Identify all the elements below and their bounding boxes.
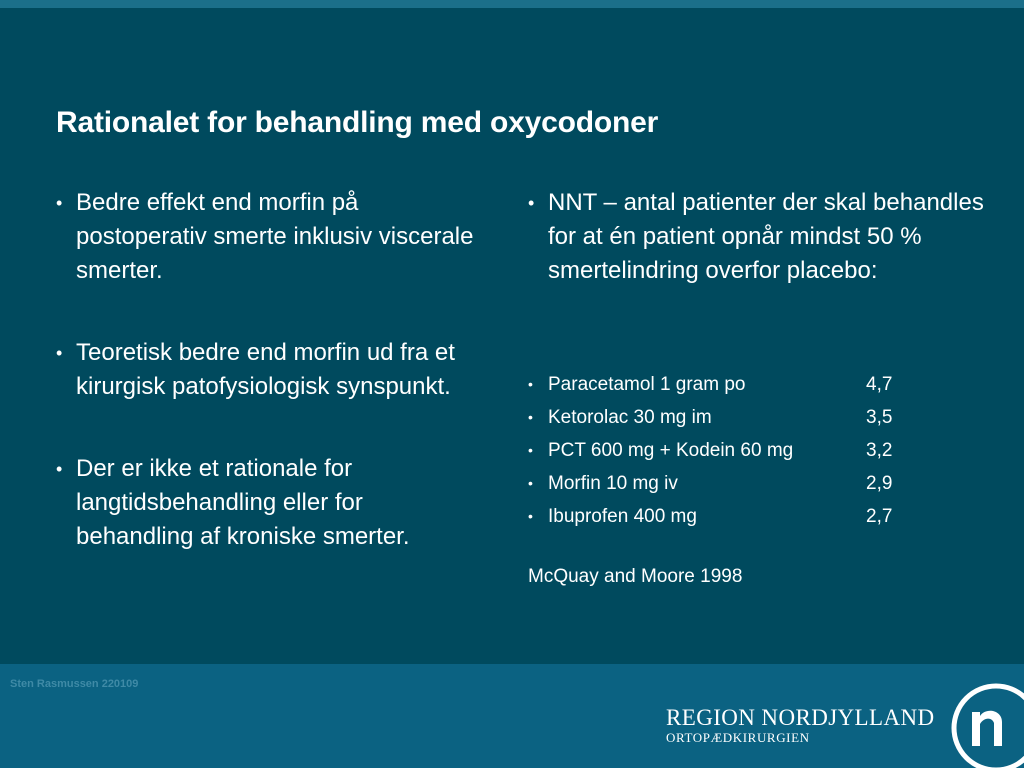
slide-title: Rationalet for behandling med oxycodoner (56, 106, 659, 139)
drug-name: Paracetamol 1 gram po (548, 374, 746, 395)
bullet-icon: • (528, 508, 533, 524)
top-strip (0, 0, 1024, 8)
drug-name: Ibuprofen 400 mg (548, 506, 697, 527)
drug-row (528, 434, 948, 467)
bullet-icon: • (528, 475, 533, 491)
bullet-icon: • (56, 193, 63, 213)
drug-row (528, 500, 948, 533)
drug-row (528, 368, 948, 401)
left-bullet-text: Bedre effekt end morfin på postoperativ smerte inklusiv viscerale smerter. (76, 189, 474, 284)
bullet-icon: • (528, 409, 533, 425)
bullet-icon: • (56, 459, 63, 479)
nnt-drug-list (528, 368, 948, 533)
left-bullet-item (56, 452, 486, 554)
left-bullet-list (56, 186, 486, 554)
reference-citation: McQuay and Moore 1998 (528, 566, 743, 587)
drug-nnt-value: 3,2 (866, 440, 893, 461)
right-column (528, 186, 998, 288)
brand-name: REGION NORDJYLLAND (666, 705, 935, 730)
drug-nnt-value: 4,7 (866, 374, 893, 395)
region-nordjylland-logo-icon (946, 682, 1024, 768)
left-bullet-text: Teoretisk bedre end morfin ud fra et kirurgisk patofysiologisk synspunkt. (76, 339, 455, 400)
left-bullet-item (56, 336, 486, 404)
footer-author: Sten Rasmussen 220109 (10, 678, 139, 690)
nnt-definition-text: NNT – antal patienter der skal behandles for at én patient opnår mindst 50 % smertelindring overfor placebo: (548, 189, 984, 284)
bullet-icon: • (528, 442, 533, 458)
drug-row (528, 467, 948, 500)
nnt-definition (528, 186, 998, 288)
left-bullet-item (56, 186, 486, 288)
drug-name: Morfin 10 mg iv (548, 473, 678, 494)
drug-nnt-value: 2,7 (866, 506, 893, 527)
drug-nnt-value: 3,5 (866, 407, 893, 428)
bullet-icon: • (528, 376, 533, 392)
bullet-icon: • (56, 343, 63, 363)
drug-name: Ketorolac 30 mg im (548, 407, 712, 428)
drug-nnt-value: 2,9 (866, 473, 893, 494)
drug-row (528, 401, 948, 434)
drug-name: PCT 600 mg + Kodein 60 mg (548, 440, 794, 461)
brand-subtitle: ORTOPÆDKIRURGIEN (666, 730, 810, 745)
left-bullet-text: Der er ikke et rationale for langtidsbehandling eller for behandling af kroniske smerter. (76, 455, 410, 550)
bullet-icon: • (528, 193, 535, 213)
footer-brand (666, 706, 935, 746)
